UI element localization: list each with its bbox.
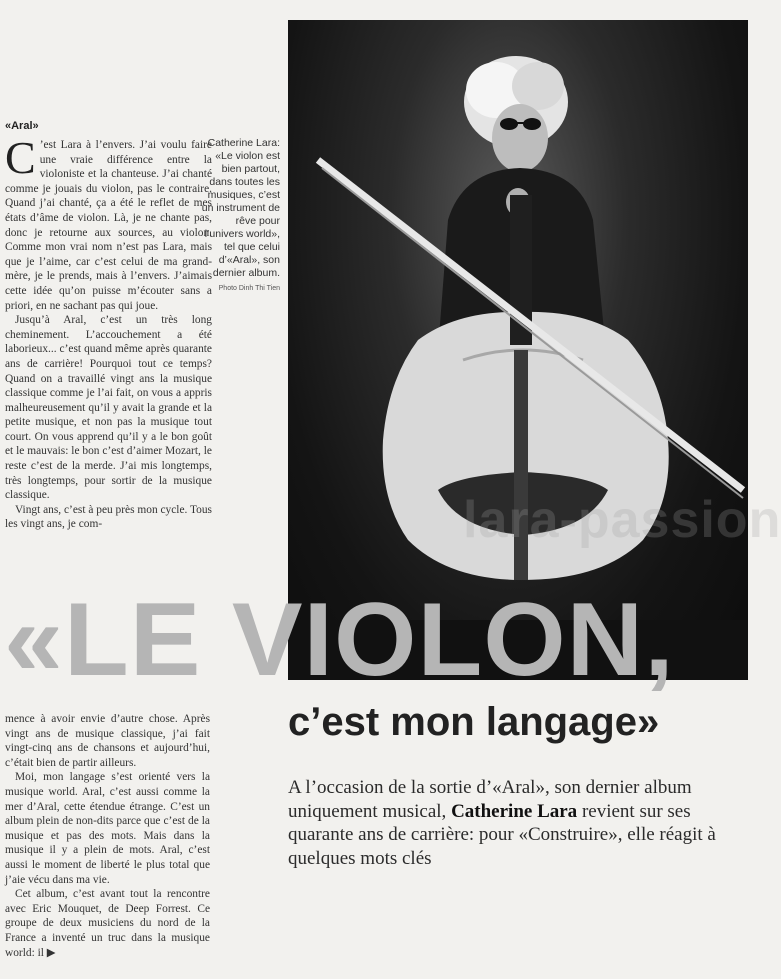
paragraph-4: mence à avoir envie d’autre chose. Après vingt ans de musique classique, j’ai fait vingt-cinq ans de chansons et aujourd’hui, c’était bien de partir ailleurs. xyxy=(5,713,210,769)
article-column-2 xyxy=(5,712,210,960)
lead-text-2: revient sur ses quarante ans de carrière: pour «Construire», elle réagit à quelques mots clés xyxy=(288,800,716,869)
photo-caption xyxy=(196,137,280,295)
caption-text: Catherine Lara: «Le violon est bien partout, dans toutes les musiques, c’est un instrument de rêve pour l’univers world», tel que celui d’«Aral», son dernier album. xyxy=(201,137,280,279)
headline-subtitle: c’est mon langage» xyxy=(288,700,660,744)
drop-cap: C xyxy=(5,132,36,183)
paragraph-2: Jusqu’à Aral, c’est un très long cheminement. L’accouchement a été laborieux... c’est quand même après quarante ans de carrière! Pourquoi tout ce temps? Quand on a travaillé vingt ans la musique classique comme je l’ai fait, on vous a appris malheureusement qu’il y avait la grande et la petite musique, et non pas la musique tout court. On vous apprend qu’il y a le bon goût et le mauvais: le bon c’est d’aimer Mozart, le reste c’est de la merde. J’ai mis longtemps, très longtemps, pour sortir de la musique classique. xyxy=(5,314,212,502)
lead-artist-name: Catherine Lara xyxy=(451,800,578,822)
lead-paragraph xyxy=(288,776,748,870)
paragraph-1-text: ’est Lara à l’envers. J’ai voulu faire une vraie différence entre la violoniste et la chanteuse. J’ai chanté comme je jouais du violon, pas le contraire. Quand j’ai chanté, ça a été le reflet de mes états d’âme de violon. Là, je ne chante pas, donc je retourne aux sources, au violon. Comme mon vrai nom n’est pas Lara, mais que je l’aime, car c’est celui de ma grand-mère, je le prends, mais à l’envers. J’aimais cette idée qu’on puisse m’écouter sans a priori, en ne sachant pas qui joue. xyxy=(5,139,212,312)
paragraph-5: Moi, mon langage s’est orienté vers la musique world. Aral, c’est aussi comme la mer d’Aral, cette étendue étrange. C’est un album plein de non-dits parce que c’est de la musique et pas des mots. Mais dans la musique il y a plein de mots. Aral, c’est aussi le moment de liberté le plus total que j’aie vécu dans ma vie. xyxy=(5,771,210,886)
article-column-1 xyxy=(5,132,212,532)
lead-text-1: A l’occasion de la sortie d’«Aral», son dernier album uniquement musical, xyxy=(288,777,692,822)
section-kicker: «Aral» xyxy=(5,120,39,132)
violinist-illustration xyxy=(288,20,748,680)
photo-credit: Photo Dinh Thi Tien xyxy=(218,285,280,292)
watermark-text: lara-passion xyxy=(463,491,781,549)
artist-photo xyxy=(288,20,781,680)
paragraph-3: Vingt ans, c’est à peu près mon cycle. Tous les vingt ans, je com- xyxy=(5,503,212,531)
paragraph-6: Cet album, c’est avant tout la rencontre avec Eric Mouquet, de Deep Forrest. Ce groupe de deux musiciens du nord de la France a inventé un truc dans la musique world: il ▶ xyxy=(5,888,210,959)
paragraph-1 xyxy=(5,132,212,313)
headline-title: «LE VIOLON, xyxy=(4,582,675,698)
